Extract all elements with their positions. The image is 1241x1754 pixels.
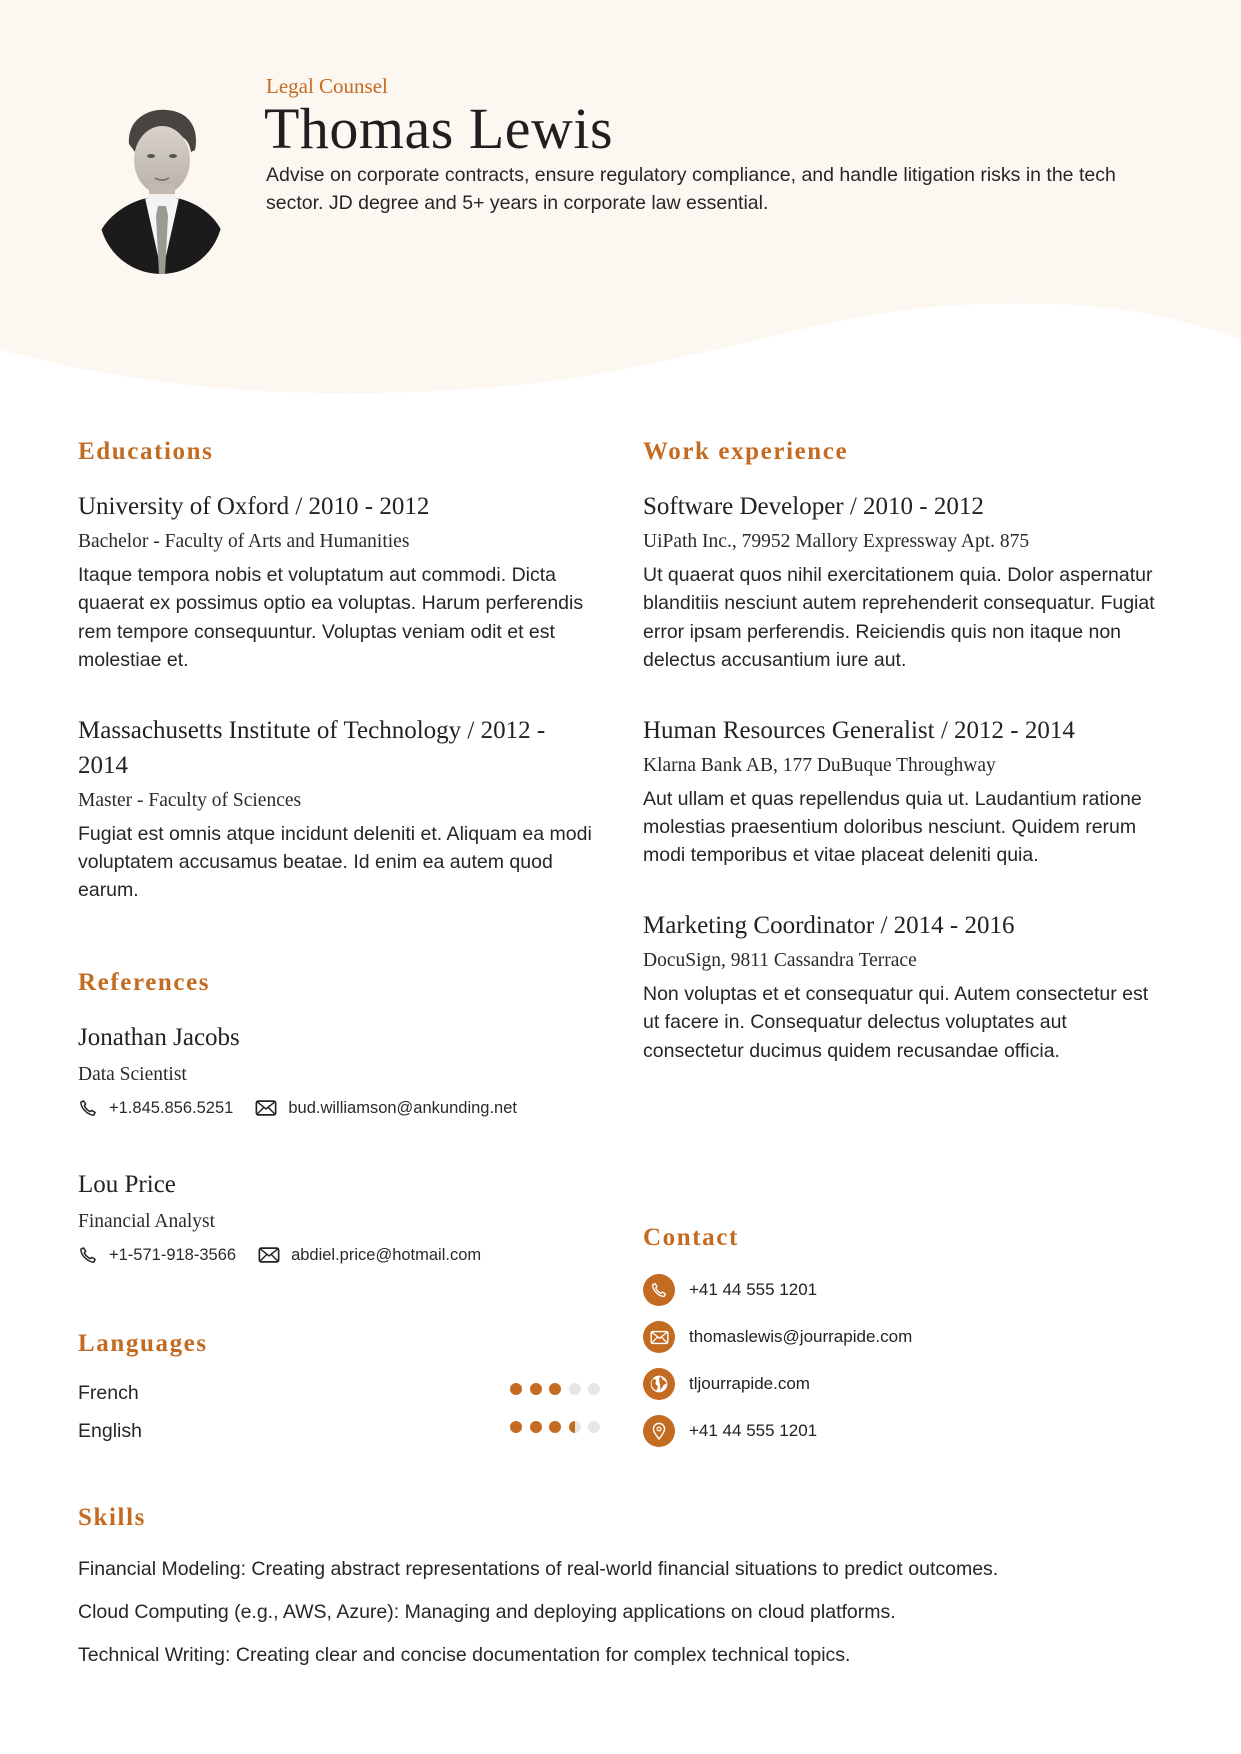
- section-title-work-experience: Work experience: [643, 438, 849, 465]
- skill-item: Financial Modeling: Creating abstract representations of real-world financial situations to predict outcomes.: [78, 1558, 999, 1580]
- reference-role: Data Scientist: [78, 1064, 187, 1085]
- work-company: Klarna Bank AB, 177 DuBuque Throughway: [643, 754, 996, 776]
- email-icon: [643, 1321, 675, 1353]
- level-dot: [530, 1421, 542, 1433]
- contact-address-text[interactable]: +41 44 555 1201: [689, 1421, 818, 1440]
- skills-list: [78, 1555, 1098, 1684]
- reference-item: [78, 1021, 638, 1118]
- work-description: Aut ullam et quas repellendus quia ut. Laudantium ratione molestias praesentium doloribus nesciunt. Quidem rerum modi temporibus et vitae placeat deleniti quia.: [643, 787, 1142, 867]
- work-title: Software Developer / 2010 - 2012: [643, 493, 984, 520]
- email-icon: [258, 1246, 280, 1264]
- section-title-references: References: [78, 969, 211, 996]
- work-item: [643, 908, 1168, 1065]
- skill-item: Technical Writing: Creating clear and concise documentation for complex technical topics.: [78, 1644, 851, 1666]
- education-title: Massachusetts Institute of Technology / 2012 - 2014: [78, 716, 546, 779]
- reference-email: [255, 1099, 517, 1118]
- language-name: French: [78, 1382, 139, 1404]
- work-list: [643, 489, 1168, 1065]
- work-description: Non voluptas et et consequatur qui. Autem consectetur est ut facere in. Consequatur delectus voluptates aut consectetur ducimus quidem recusandae officia.: [643, 982, 1149, 1062]
- education-item: [78, 489, 598, 675]
- language-level-english: [510, 1421, 608, 1433]
- level-dot: [569, 1421, 581, 1433]
- contact-phone-text[interactable]: +41 44 555 1201: [689, 1280, 818, 1299]
- section-title-contact: Contact: [643, 1224, 739, 1251]
- phone-icon: [643, 1274, 675, 1306]
- education-item: [78, 713, 598, 905]
- skill-item: Cloud Computing (e.g., AWS, Azure): Managing and deploying applications on cloud platforms.: [78, 1601, 896, 1623]
- location-pin-icon: [643, 1415, 675, 1447]
- work-title: Human Resources Generalist / 2012 - 2014: [643, 716, 1075, 744]
- work-description: Ut quaerat quos nihil exercitationem quia. Dolor aspernatur blanditiis nesciunt autem reprehenderit consequatur. Fugiat error ipsam perferendis. Reiciendis quis non itaque non delectus accusantium iure aut.: [643, 564, 1155, 672]
- phone-icon: [78, 1098, 98, 1118]
- profile-photo: [99, 104, 223, 274]
- work-item: [643, 489, 1168, 675]
- email-icon: [255, 1099, 277, 1117]
- section-title-languages: Languages: [78, 1330, 208, 1357]
- work-company: DocuSign, 9811 Cassandra Terrace: [643, 949, 917, 971]
- work-company: UiPath Inc., 79952 Mallory Expressway Apt. 875: [643, 531, 1030, 552]
- candidate-name: Thomas Lewis: [264, 96, 614, 161]
- level-dot: [549, 1383, 561, 1395]
- reference-phone-text[interactable]: +1-571-918-3566: [109, 1245, 237, 1264]
- language-level-french: [510, 1383, 608, 1395]
- level-dot: [510, 1383, 522, 1395]
- reference-name: Jonathan Jacobs: [78, 1024, 240, 1051]
- contact-item-email: [643, 1321, 912, 1353]
- contact-email-text[interactable]: thomaslewis@jourrapide.com: [689, 1327, 913, 1346]
- level-dot: [510, 1421, 522, 1433]
- level-dot: [588, 1421, 600, 1433]
- education-description: Itaque tempora nobis et voluptatum aut commodi. Dicta quaerat ex possimus optio ea voluptas. Harum perferendis rem tempore consequuntur. Voluptas veniam odit et est molestiae et.: [78, 564, 584, 672]
- job-title: Legal Counsel: [266, 74, 388, 98]
- education-title: University of Oxford / 2010 - 2012: [78, 493, 430, 520]
- contact-website-text[interactable]: tljourrapide.com: [689, 1374, 810, 1393]
- level-dot: [549, 1421, 561, 1433]
- educations-list: [78, 489, 598, 905]
- reference-email: [258, 1246, 481, 1265]
- reference-role: Financial Analyst: [78, 1211, 216, 1232]
- reference-email-text[interactable]: bud.williamson@ankunding.net: [288, 1098, 517, 1117]
- work-title: Marketing Coordinator / 2014 - 2016: [643, 911, 1015, 939]
- language-name: English: [78, 1420, 142, 1442]
- education-description: Fugiat est omnis atque incidunt deleniti et. Aliquam ea modi voluptatem accusamus beatae. Id enim ea autem quod earum.: [78, 822, 592, 902]
- reference-phone: [78, 1098, 233, 1118]
- globe-icon: [643, 1368, 675, 1400]
- profile-summary: Advise on corporate contracts, ensure regulatory compliance, and handle litigation risks in the tech sector. JD degree and 5+ years in corporate law essential.: [266, 164, 1116, 214]
- phone-icon: [78, 1245, 98, 1265]
- reference-phone: [78, 1245, 236, 1265]
- reference-name: Lou Price: [78, 1171, 176, 1198]
- level-dot: [588, 1383, 600, 1395]
- section-title-skills: Skills: [78, 1504, 146, 1531]
- level-dot: [530, 1383, 542, 1395]
- reference-item: [78, 1168, 638, 1265]
- reference-contacts: [78, 1098, 638, 1118]
- reference-phone-text[interactable]: +1.845.856.5251: [109, 1098, 234, 1117]
- education-degree: Master - Faculty of Sciences: [78, 789, 302, 811]
- contact-item-address: [643, 1415, 817, 1447]
- education-degree: Bachelor - Faculty of Arts and Humanities: [78, 531, 410, 552]
- contact-item-website: [643, 1368, 810, 1400]
- reference-contacts: [78, 1245, 638, 1265]
- work-item: [643, 713, 1168, 870]
- level-dot: [569, 1383, 581, 1395]
- section-title-educations: Educations: [78, 438, 214, 465]
- reference-email-text[interactable]: abdiel.price@hotmail.com: [291, 1245, 482, 1264]
- contact-item-phone: [643, 1274, 817, 1306]
